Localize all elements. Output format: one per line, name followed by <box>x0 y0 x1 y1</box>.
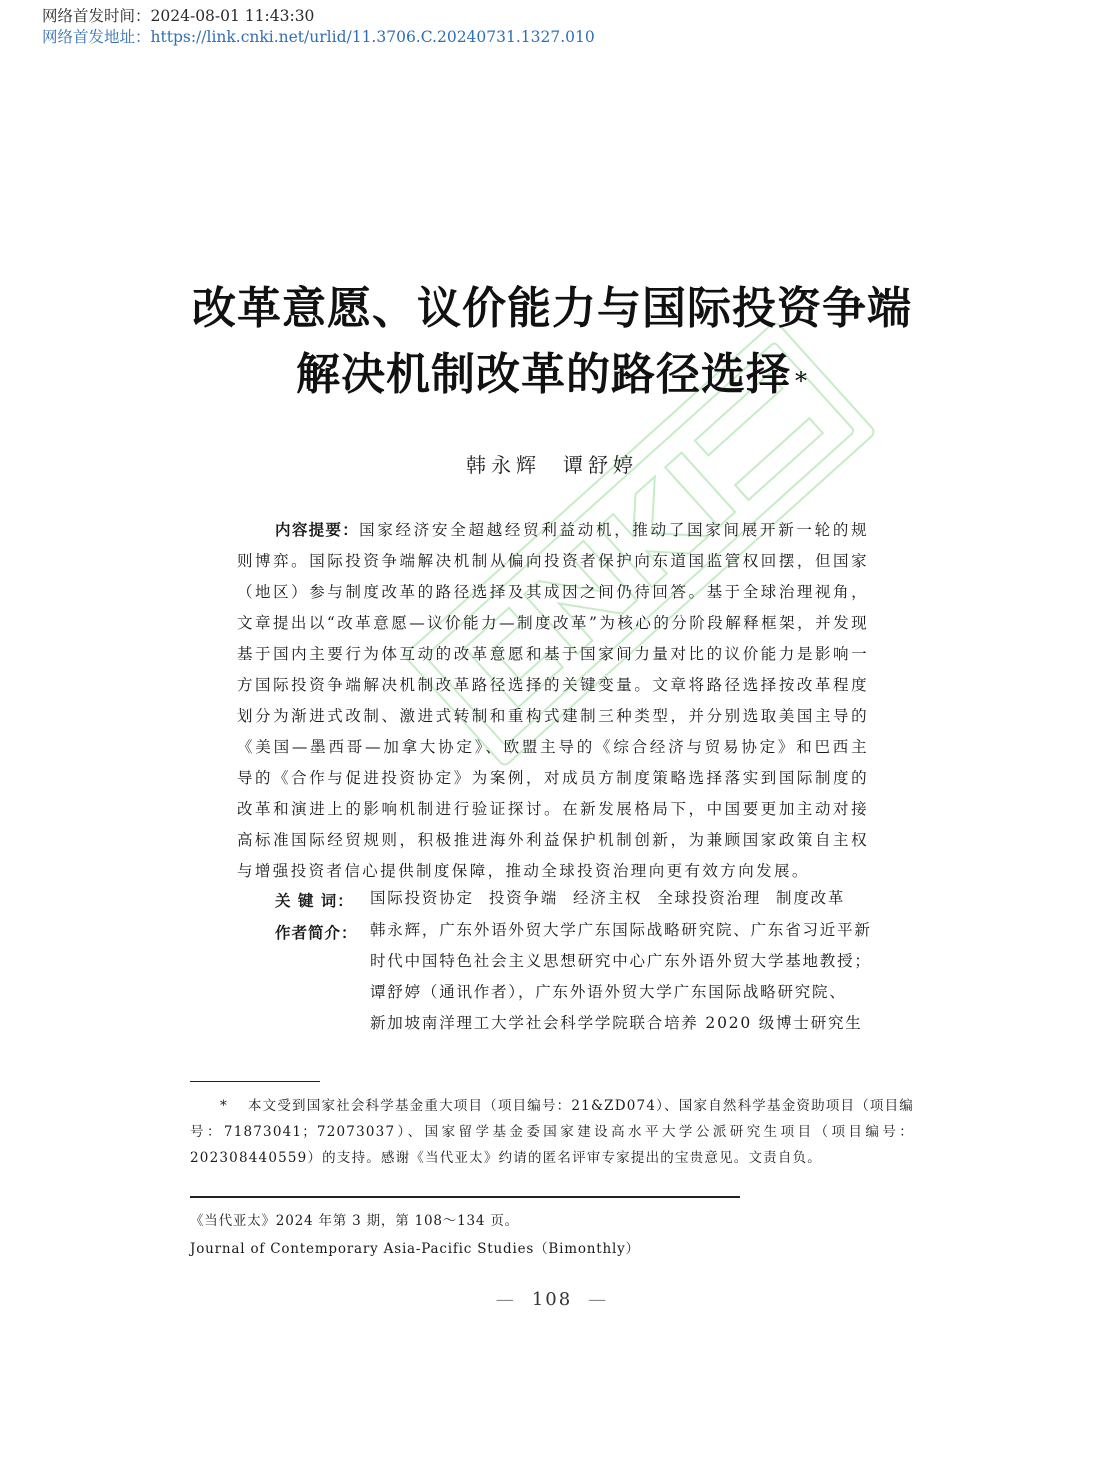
pub-url-link[interactable]: https://link.cnki.net/urlid/11.3706.C.20240731.1327.010 <box>150 28 595 46</box>
title-line-2-wrap <box>0 342 1104 408</box>
author-intro-line: 时代中国特色社会主义思想研究中心广东外语外贸大学基地教授； <box>370 952 872 970</box>
abstract-label: 内容提要： <box>275 521 360 539</box>
title-line-2: 解决机制改革的路径选择 <box>296 349 791 400</box>
footnote-divider <box>190 1081 320 1082</box>
title-line-1: 改革意愿、议价能力与国际投资争端 <box>192 283 912 334</box>
author-name: 谭舒婷 <box>563 453 638 477</box>
keyword-item: 经济主权 <box>573 889 643 907</box>
funding-footnote <box>190 1093 914 1171</box>
keywords-label: 关 键 词： <box>275 892 354 910</box>
journal-divider <box>190 1196 740 1198</box>
page-number <box>0 1289 1104 1310</box>
publication-info <box>42 6 595 48</box>
journal-info <box>190 1207 640 1263</box>
pub-time-label: 网络首发时间： <box>42 7 151 25</box>
pub-url-row <box>42 27 595 48</box>
author-list <box>0 449 1104 478</box>
journal-citation: 《当代亚太》2024 年第 3 期，第 108～134 页。 <box>190 1213 519 1229</box>
author-intro-line: 谭舒婷（通讯作者），广东外语外贸大学广东国际战略研究院、 <box>370 983 847 1001</box>
page-dash-left: — <box>495 1289 516 1310</box>
pub-time-row <box>42 6 595 27</box>
abstract <box>237 515 869 887</box>
page-dash-right: — <box>588 1289 609 1310</box>
journal-english-name: Journal of Contemporary Asia-Pacific Studies（Bimonthly） <box>190 1241 640 1257</box>
author-intro-text <box>370 915 872 1039</box>
article-title <box>0 276 1104 408</box>
keyword-item: 全球投资治理 <box>657 889 762 907</box>
abstract-text: 国家经济安全超越经贸利益动机，推动了国家间展开新一轮的规则博弈。国际投资争端解决机制从偏向投资者保护向东道国监管权回摆，但国家（地区）参与制度改革的路径选择及其成因之间仍待回答。基于全球治理视角，文章提出以“改革意愿—议价能力—制度改革”为核心的分阶段解释框架，并发现基于国内主要行为体互动的改革意愿和基于国家间力量对比的议价能力是影响一方国际投资争端解决机制改革路径选择的关键变量。文章将路径选择按改革程度划分为渐进式改制、激进式转制和重构式建制三种类型，并分别选取美国主导的《美国—墨西哥—加拿大协定》、欧盟主导的《综合经济与贸易协定》和巴西主导的《合作与促进投资协定》为案例，对成员方制度策略选择落实到国际制度的改革和演进上的影响机制进行验证探讨。在新发展格局下，中国要更加主动对接高标准国际经贸规则，积极推进海外利益保护机制创新，为兼顾国家政策自主权与增强投资者信心提供制度保障，推动全球投资治理向更有效方向发展。 <box>237 521 869 880</box>
author-intro-label: 作者简介： <box>275 924 358 942</box>
footnote-text: 本文受到国家社会科学基金重大项目（项目编号：21&ZD074）、国家自然科学基金资助项目（项目编号：71873041；72073037）、国家留学基金委国家建设高水平大学公派研究生项目（项目编号：202308440559）的支持。感谢《当代亚太》约请的匿名评审专家提出的宝贵意见。文责自负。 <box>190 1098 914 1166</box>
keyword-item: 投资争端 <box>488 889 559 907</box>
pub-time: 2024-08-01 11:43:30 <box>150 7 315 25</box>
keyword-item: 制度改革 <box>776 889 846 907</box>
footnote-mark: * <box>220 1098 228 1114</box>
pub-url-label: 网络首发地址： <box>42 28 151 46</box>
keyword-item: 国际投资协定 <box>370 889 474 907</box>
title-footnote-mark[interactable]: * <box>795 367 808 395</box>
author-intro-line: 新加坡南洋理工大学社会科学学院联合培养 2020 级博士研究生 <box>370 1014 863 1032</box>
author-intro-line: 韩永辉，广东外语外贸大学广东国际战略研究院、广东省习近平新 <box>370 921 872 939</box>
author-name: 韩永辉 <box>466 453 541 477</box>
keywords-list <box>370 883 860 914</box>
page-number-value: 108 <box>531 1289 573 1310</box>
